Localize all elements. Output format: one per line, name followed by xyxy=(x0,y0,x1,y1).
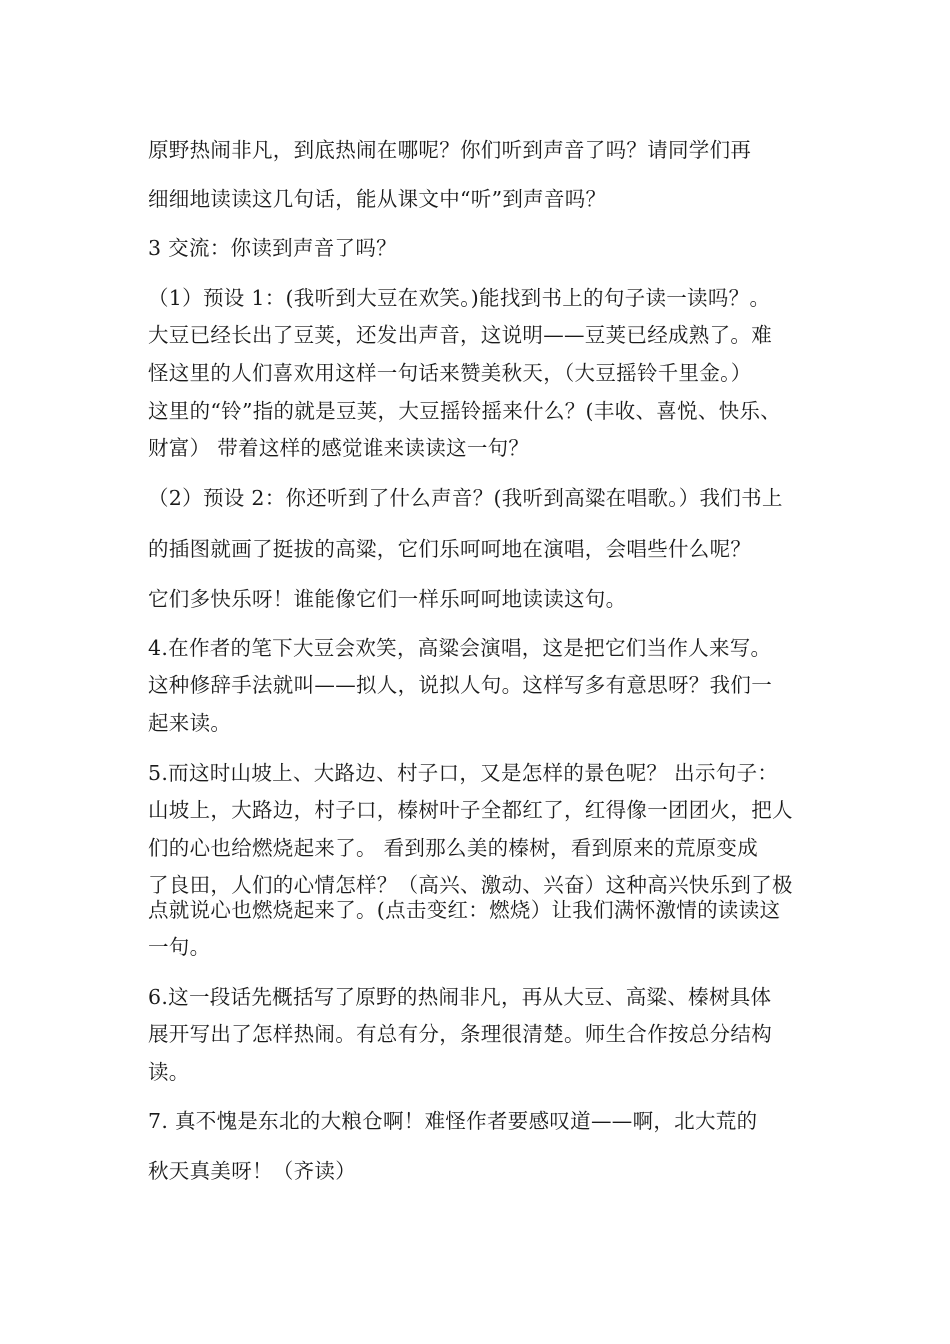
paragraph-line: 了良田，人们的心情怎样？（高兴、激动、兴奋）这种高兴快乐到了极 xyxy=(148,873,793,897)
paragraph-line: 读。 xyxy=(148,1060,190,1084)
paragraph-line: 它们多快乐呀！谁能像它们一样乐呵呵地读读这句。 xyxy=(148,587,627,611)
paragraph-line: 秋天真美呀！（齐读） xyxy=(148,1159,356,1183)
paragraph-line: 这里的“铃”指的就是豆荚，大豆摇铃摇来什么？(丰收、喜悦、快乐、 xyxy=(148,399,782,423)
paragraph-line: 怪这里的人们喜欢用这样一句话来赞美秋天，（大豆摇铃千里金。） xyxy=(148,361,752,385)
paragraph-line: 的插图就画了挺拔的高粱，它们乐呵呵地在演唱，会唱些什么呢？ xyxy=(148,537,752,561)
paragraph-line: 们的心也给燃烧起来了。 看到那么美的榛树，看到原来的荒原变成 xyxy=(148,836,759,860)
paragraph-line: 展开写出了怎样热闹。有总有分，条理很清楚。师生合作按总分结构 xyxy=(148,1022,772,1046)
paragraph-line: 财富） 带着这样的感觉谁来读读这一句？ xyxy=(148,436,530,460)
paragraph-line: 4.在作者的笔下大豆会欢笑，高粱会演唱，这是把它们当作人来写。 xyxy=(148,636,772,660)
paragraph-line: 7. 真不愧是东北的大粮仓啊！难怪作者要感叹道——啊，北大荒的 xyxy=(148,1109,758,1133)
paragraph-line: 山坡上，大路边，村子口，榛树叶子全都红了，红得像一团团火，把人 xyxy=(148,798,793,822)
paragraph-line: 3 交流：你读到声音了吗？ xyxy=(148,236,397,260)
paragraph-line: （2）预设 2：你还听到了什么声音？(我听到高粱在唱歌。）我们书上 xyxy=(148,486,783,510)
paragraph-line: 起来读。 xyxy=(148,711,232,735)
paragraph-line: 6.这一段话先概括写了原野的热闹非凡，再从大豆、高粱、榛树具体 xyxy=(148,985,772,1009)
paragraph-line: 点就说心也燃烧起来了。(点击变红：燃烧）让我们满怀激情的读读这 xyxy=(148,898,781,922)
paragraph-line: 5.而这时山坡上、大路边、村子口，又是怎样的景色呢？ 出示句子： xyxy=(148,761,779,785)
paragraph-line: 细细地读读这几句话，能从课文中“听”到声音吗？ xyxy=(148,187,607,211)
paragraph-line: 大豆已经长出了豆荚，还发出声音，这说明——豆荚已经成熟了。难 xyxy=(148,323,772,347)
paragraph-line: 这种修辞手法就叫——拟人，说拟人句。这样写多有意思呀？我们一 xyxy=(148,673,772,697)
paragraph-line: 一句。 xyxy=(148,935,211,959)
paragraph-line: （1）预设 1：(我听到大豆在欢笑。)能找到书上的句子读一读吗？。 xyxy=(148,286,771,310)
paragraph-line: 原野热闹非凡，到底热闹在哪呢？你们听到声音了吗？请同学们再 xyxy=(148,138,752,162)
